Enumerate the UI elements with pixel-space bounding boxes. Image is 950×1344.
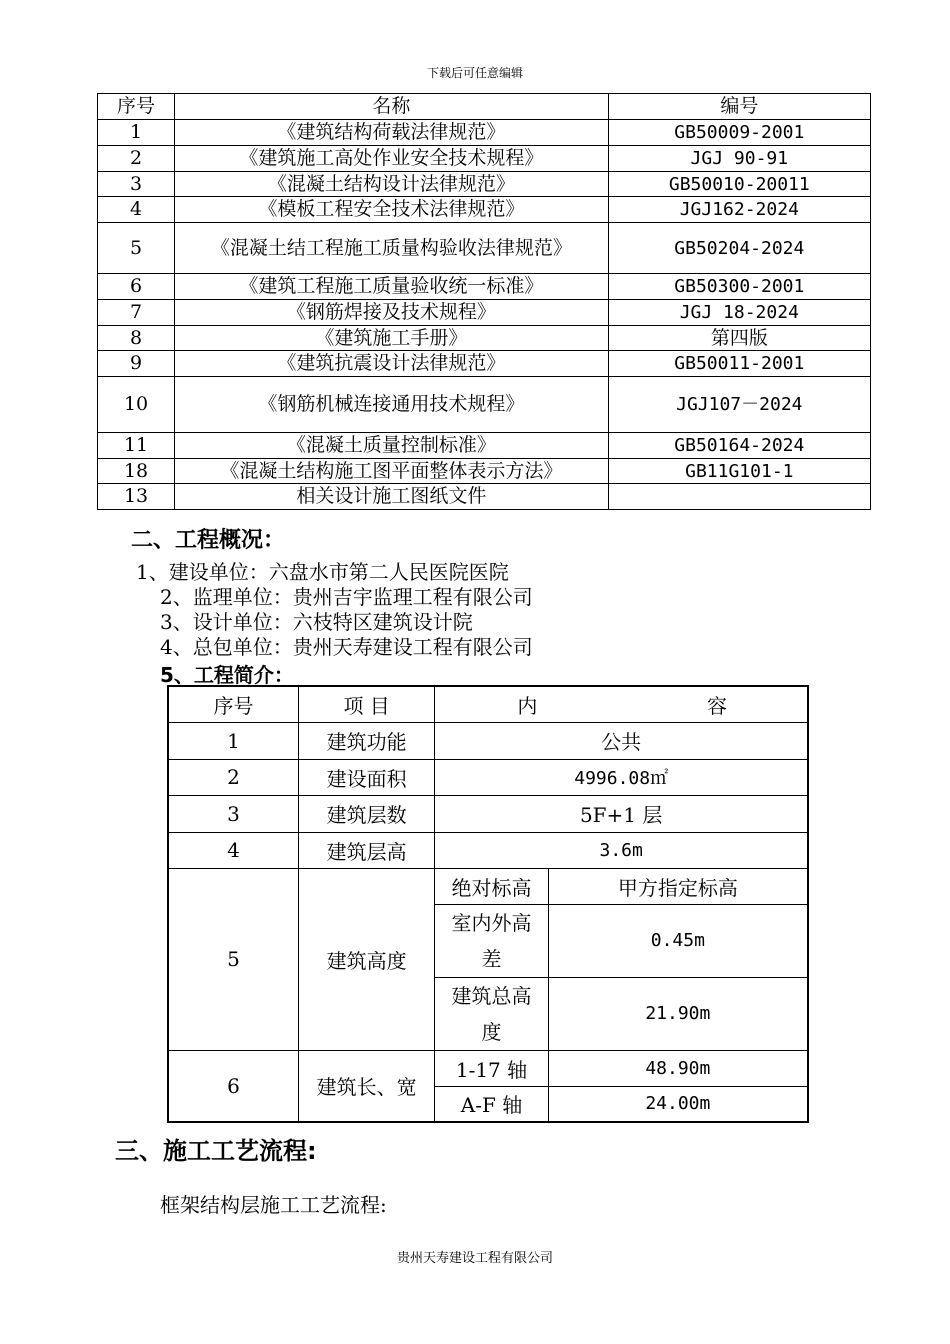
project-overview-table (167, 685, 809, 1123)
ov-item: 建筑层数 (298, 795, 434, 832)
info-design-unit: 3、设计单位：六枝特区建筑设计院 (160, 610, 473, 634)
ov-item: 建筑功能 (298, 722, 434, 759)
table-row (168, 868, 808, 904)
standards-table (97, 93, 871, 510)
std-code: JGJ107－2024 (608, 377, 870, 433)
ov-sub-label: 室内外高差 (435, 904, 548, 977)
std-code: GB50300-2001 (608, 274, 870, 300)
ov-header-item: 项 目 (298, 686, 434, 722)
ov-value: 公共 (435, 722, 808, 759)
std-code: GB50009-2001 (608, 120, 870, 146)
ov-sub-label: 1-17 轴 (435, 1050, 548, 1086)
std-no: 7 (98, 300, 175, 326)
std-name: 《混凝土结构设计法律规范》 (175, 172, 609, 197)
process-intro-text: 框架结构层施工工艺流程: (160, 1193, 387, 1217)
std-header-code: 编号 (608, 94, 870, 120)
std-no: 8 (98, 326, 175, 351)
subsection-title-brief: 5、工程简介： (160, 663, 294, 687)
std-code: 第四版 (608, 326, 870, 351)
std-no: 3 (98, 172, 175, 197)
ov-sub-value: 24.00m (548, 1086, 808, 1122)
ov-no: 1 (168, 722, 298, 759)
std-no: 5 (98, 223, 175, 274)
std-name: 《建筑施工手册》 (175, 326, 609, 351)
ov-sub-value: 21.90m (548, 977, 808, 1050)
std-no: 6 (98, 274, 175, 300)
ov-no: 4 (168, 832, 298, 868)
table-row (98, 351, 871, 377)
ov-sub-label: A-F 轴 (435, 1086, 548, 1122)
std-code: JGJ 90-91 (608, 146, 870, 172)
std-no: 10 (98, 377, 175, 433)
std-code (608, 484, 870, 510)
page-header-note: 下载后可任意编辑 (426, 66, 523, 80)
std-no: 11 (98, 433, 175, 459)
ov-no: 3 (168, 795, 298, 832)
ov-value: 5F+1 层 (435, 795, 808, 832)
ov-item: 建筑层高 (298, 832, 434, 868)
std-name: 《建筑抗震设计法律规范》 (175, 351, 609, 377)
std-name: 《钢筋机械连接通用技术规程》 (175, 377, 609, 433)
std-code: GB11G101-1 (608, 459, 870, 484)
std-name: 《模板工程安全技术法律规范》 (175, 197, 609, 223)
table-row (168, 795, 808, 832)
std-code: GB50010-20011 (608, 172, 870, 197)
table-row (98, 146, 871, 172)
std-no: 1 (98, 120, 175, 146)
info-contractor-unit: 4、总包单位：贵州天寿建设工程有限公司 (160, 635, 533, 659)
ov-no: 6 (168, 1050, 298, 1122)
std-no: 2 (98, 146, 175, 172)
std-code: JGJ 18-2024 (608, 300, 870, 326)
std-no: 9 (98, 351, 175, 377)
std-code: GB50204-2024 (608, 223, 870, 274)
ov-header-no: 序号 (168, 686, 298, 722)
table-row (98, 484, 871, 510)
table-row (98, 377, 871, 433)
ov-header-content (435, 686, 808, 722)
page-footer-note: 贵州天寿建设工程有限公司 (396, 1251, 553, 1266)
table-row (98, 197, 871, 223)
std-no: 4 (98, 197, 175, 223)
std-name: 《建筑施工高处作业安全技术规程》 (175, 146, 609, 172)
table-row (98, 274, 871, 300)
std-no: 13 (98, 484, 175, 510)
table-row (98, 300, 871, 326)
std-name: 相关设计施工图纸文件 (175, 484, 609, 510)
table-row (168, 1050, 808, 1086)
std-name: 《混凝土结工程施工质量构验收法律规范》 (175, 223, 609, 274)
ov-no: 2 (168, 759, 298, 795)
ov-item: 建设面积 (298, 759, 434, 795)
info-supervision-unit: 2、监理单位：贵州吉宇监理工程有限公司 (160, 585, 533, 609)
ov-sub-value: 甲方指定标高 (548, 868, 808, 904)
table-row (98, 172, 871, 197)
info-construction-unit: 1、建设单位：六盘水市第二人民医院医院 (136, 560, 509, 584)
std-no: 18 (98, 459, 175, 484)
ov-sub-label: 建筑总高度 (435, 977, 548, 1050)
ov-value: 4996.08㎡ (435, 759, 808, 795)
std-name: 《钢筋焊接及技术规程》 (175, 300, 609, 326)
table-row (98, 120, 871, 146)
table-row (168, 832, 808, 868)
std-header-no: 序号 (98, 94, 175, 120)
table-row (98, 223, 871, 274)
ov-item: 建筑长、宽 (298, 1050, 434, 1122)
ov-sub-value: 0.45m (548, 904, 808, 977)
section-title-overview: 二、工程概况： (131, 528, 286, 553)
table-row (98, 326, 871, 351)
std-name: 《混凝土质量控制标准》 (175, 433, 609, 459)
std-code: GB50164-2024 (608, 433, 870, 459)
table-row (98, 459, 871, 484)
ov-value: 3.6m (435, 832, 808, 868)
table-row (98, 433, 871, 459)
ov-no: 5 (168, 868, 298, 1050)
ov-header-content-left: 内 (517, 693, 538, 718)
std-name: 《混凝土结构施工图平面整体表示方法》 (175, 459, 609, 484)
std-code: GB50011-2001 (608, 351, 870, 377)
std-name: 《建筑工程施工质量验收统一标准》 (175, 274, 609, 300)
ov-sub-value: 48.90m (548, 1050, 808, 1086)
section-title-process: 三、施工工艺流程: (115, 1137, 317, 1165)
ov-item: 建筑高度 (298, 868, 434, 1050)
table-row (168, 722, 808, 759)
ov-header-content-right: 容 (707, 693, 727, 718)
table-row (168, 759, 808, 795)
std-name: 《建筑结构荷载法律规范》 (175, 120, 609, 146)
std-code: JGJ162-2024 (608, 197, 870, 223)
std-header-name: 名称 (175, 94, 609, 120)
ov-sub-label: 绝对标高 (435, 868, 548, 904)
